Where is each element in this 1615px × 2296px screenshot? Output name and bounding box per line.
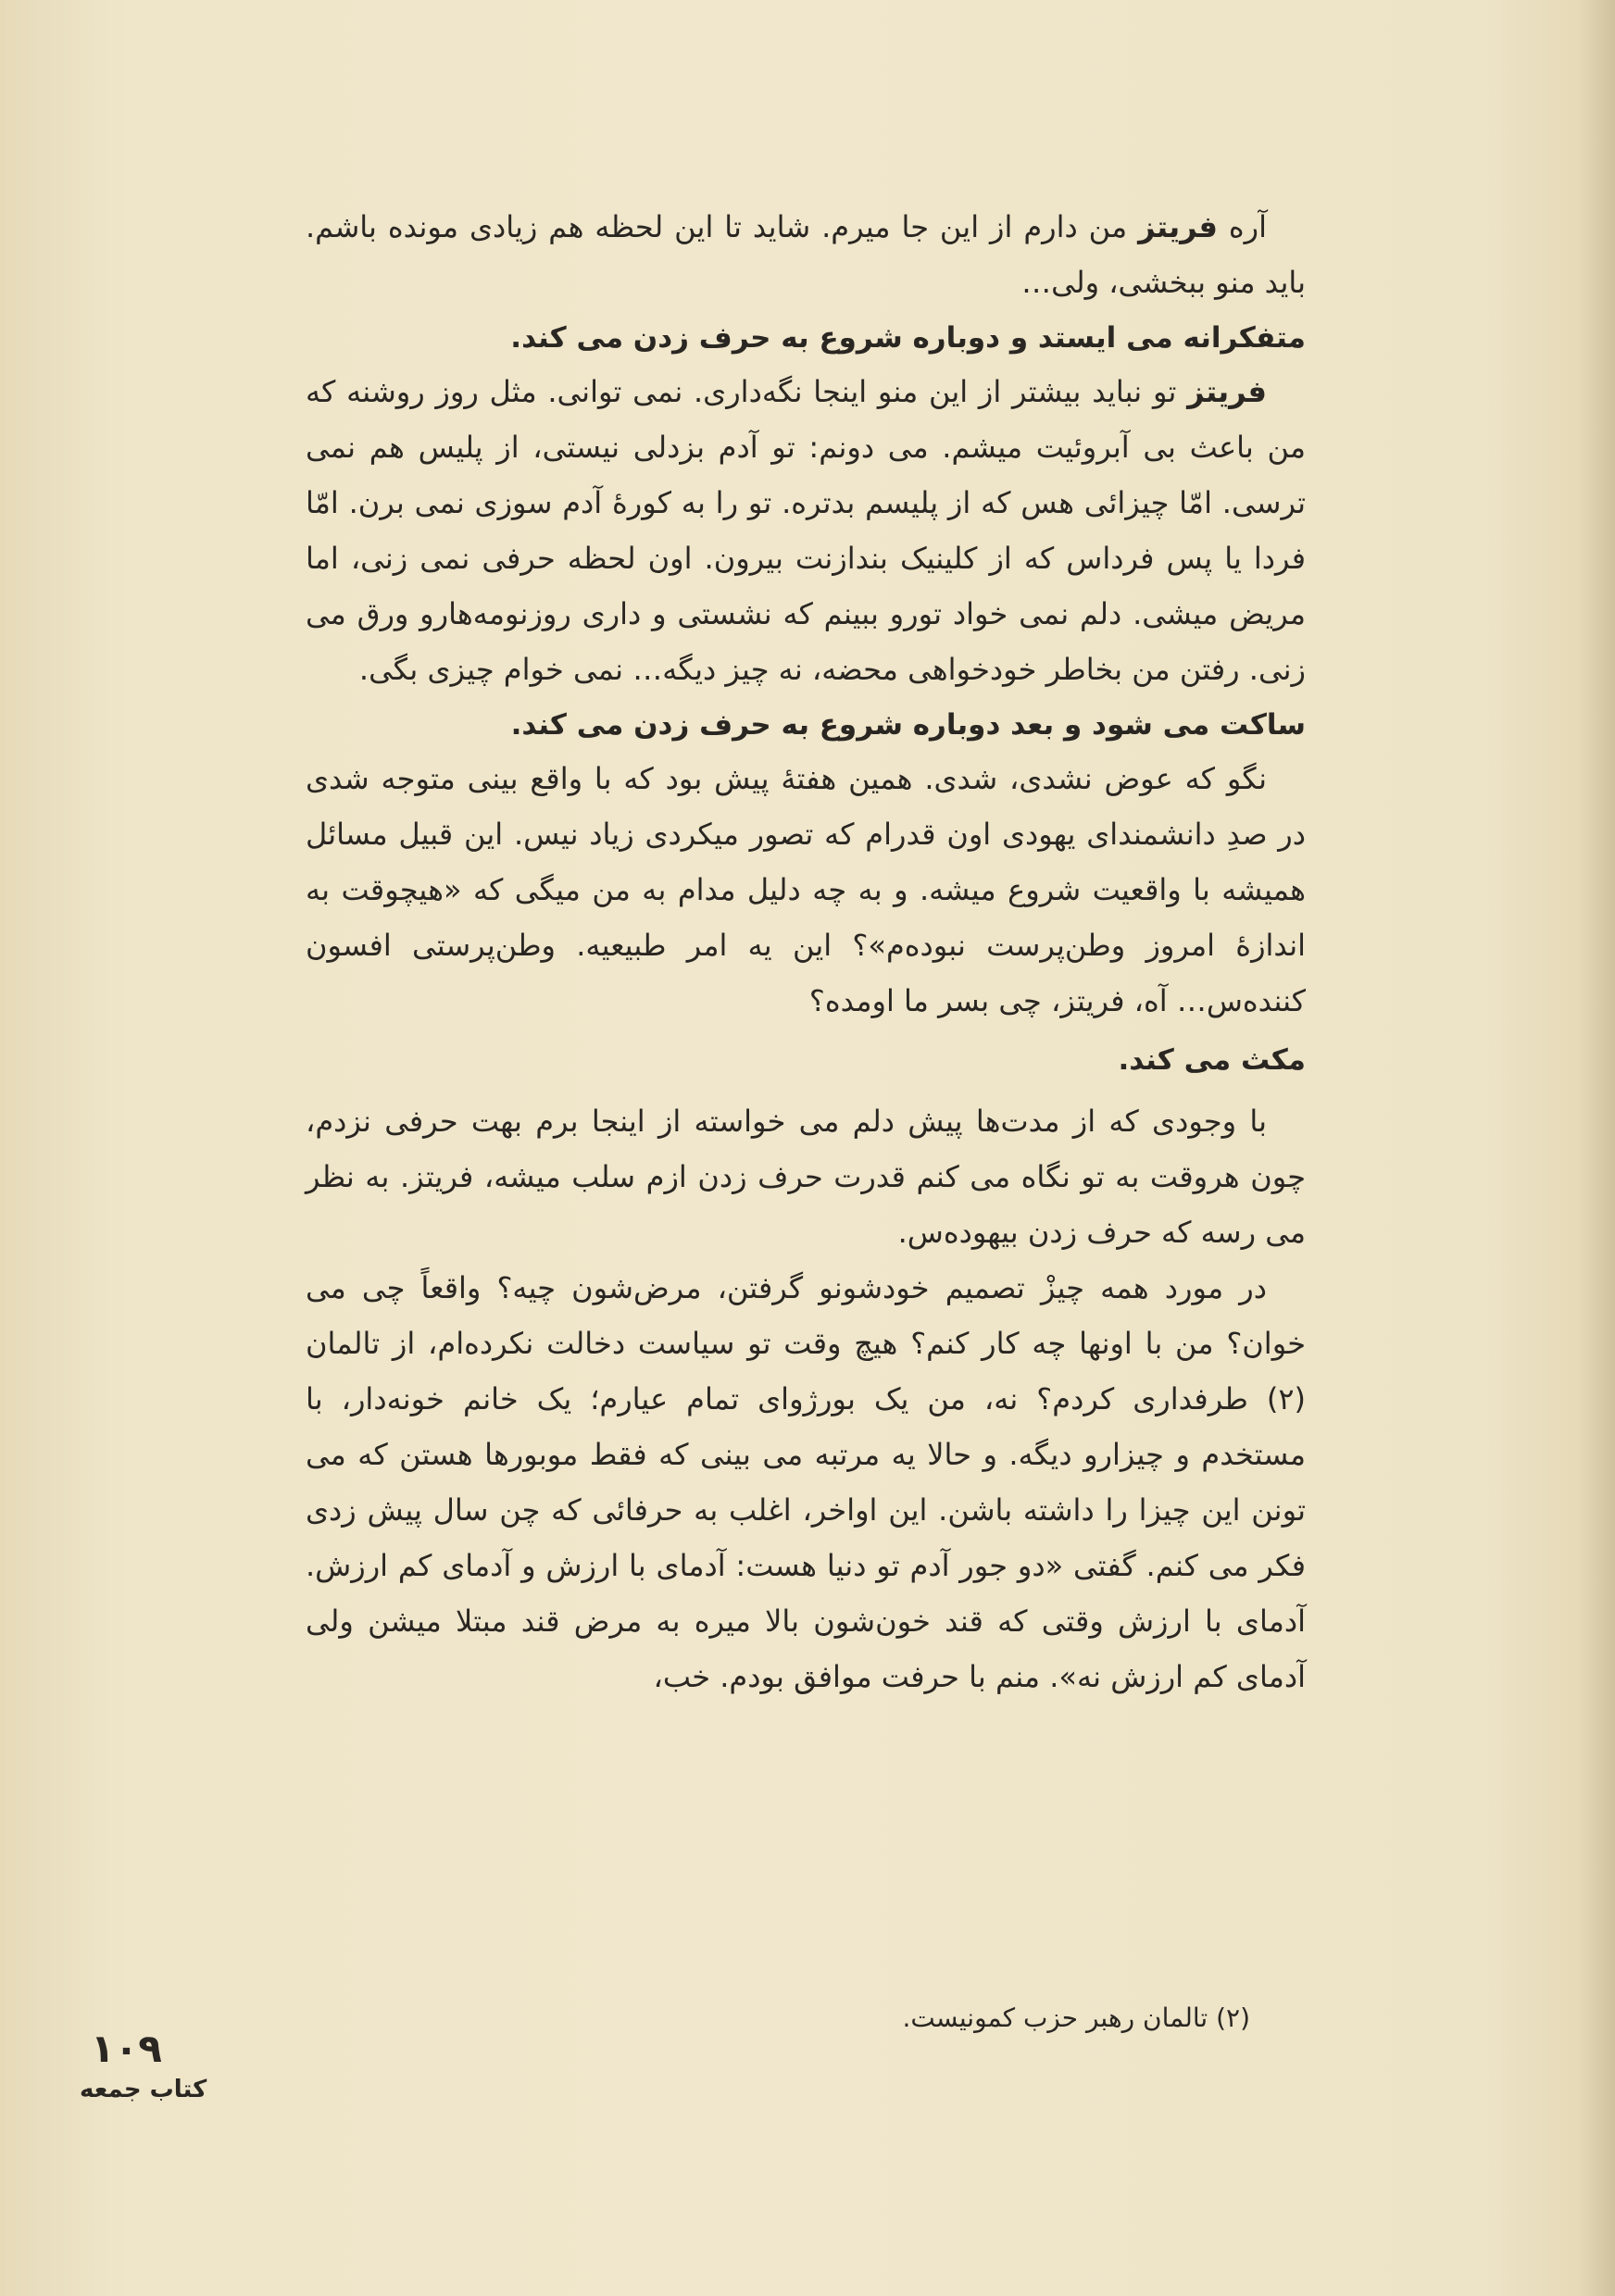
magazine-name: کتاب جمعه: [80, 2076, 207, 2103]
speaker-name: فریتز: [1187, 374, 1267, 409]
footnote: (۲) تالمان رهبر حزب کمونیست.: [902, 2003, 1250, 2033]
stage-direction: متفکرانه می ایستد و دوباره شروع به حرف زدن می کند.: [510, 321, 1306, 355]
page-number: ۱۰۹: [91, 2026, 162, 2071]
paragraph-text: تو نباید بیشتر از این منو اینجا نگه‌داری. نمی توانی. مثل روز روشنه که من باعث بی آبروئیت میشم. می دونم: تو آدم بزدلی نیستی، از پلیس هم نمی ترسی. امّا چیزائی هس که از پلیسم بدتره. تو را به کورهٔ آدم سوزی نمی برن. امّا فردا یا پس فرداس که از کلینیک بندازنت بیرون. اون لحظه حرفی نمی زنی، اما مریض میشی. دلم نمی خواد تورو ببینم که نشستی و داری روزنومه‌هارو ورق می زنی. رفتن من بخاطر خودخواهی محضه، نه چیز دیگه… نمی خوام چیزی بگی.: [306, 374, 1306, 687]
stage-direction: مکث می کند.: [1118, 1043, 1306, 1077]
speaker-name: فریتز: [1138, 209, 1218, 244]
dialogue-paragraph: در مورد همه چیزْ تصمیم خودشونو گرفتن، مرض‌شون چیه؟ واقعاً چی می خوان؟ من با اونها چه کار کنم؟ هیچ وقت تو سیاست دخالت نکرده‌ام، از تالمان (۲) طرفداری کردم؟ نه، من یک بورژوای تمام عیارم؛ یک خانم خونه‌دار، با مستخدم و چیزارو دیگه. و حالا یه مرتبه می بینی که فقط موبورها هستن که می تونن این چیزا را داشته باشن. این اواخر، اغلب به حرفائی که چن سال پیش زدی فکر می کنم. گفتی «دو جور آدم تو دنیا هست: آدمای با ارزش و آدمای کم ارزش. آدمای با ارزش وقتی که قند خون‌شون بالا میره به مرض قند مبتلا میشن ولی آدمای کم ارزش نه». منم با حرفت موافق بودم. خب،: [306, 1270, 1306, 1694]
paragraph-text: آره: [1217, 209, 1268, 244]
dialogue-paragraph: [306, 364, 1306, 697]
page-spine-shadow: [1578, 0, 1615, 2296]
stage-direction: ساکت می شود و بعد دوباره شروع به حرف زدن می کند.: [510, 708, 1306, 742]
dialogue-paragraph: با وجودی که از مدت‌ها پیش دلم می خواسته از اینجا برم بهت حرفی نزدم، چون هروقت به تو نگاه می کنم قدرت حرف زدن ازم سلب میشه، فریتز. به نظر می رسه که حرف زدن بیهوده‌س.: [306, 1104, 1306, 1250]
dialogue-paragraph: نگو که عوض نشدی، شدی. همین هفتهٔ پیش بود که با واقع بینی متوجه شدی در صدِ دانشمندای یهودی اون قدرام که تصور میکردی زیاد نیس. این قبیل مسائل همیشه با واقعیت شروع میشه. و به چه دلیل مدام به من میگی که «هیچوقت به اندازهٔ امروز وطن‌پرست نبوده‌م»؟ این یه امر طبیعیه. وطن‌پرستی افسون کننده‌س… آه، فریتز، چی بسر ما اومده؟: [306, 761, 1306, 1018]
body-text: [306, 199, 1306, 1704]
paragraph-text: من دارم از این جا میرم. شاید تا این لحظه هم زیادی مونده باشم. باید منو ببخشی، ولی…: [306, 209, 1306, 300]
dialogue-paragraph: [306, 199, 1306, 310]
